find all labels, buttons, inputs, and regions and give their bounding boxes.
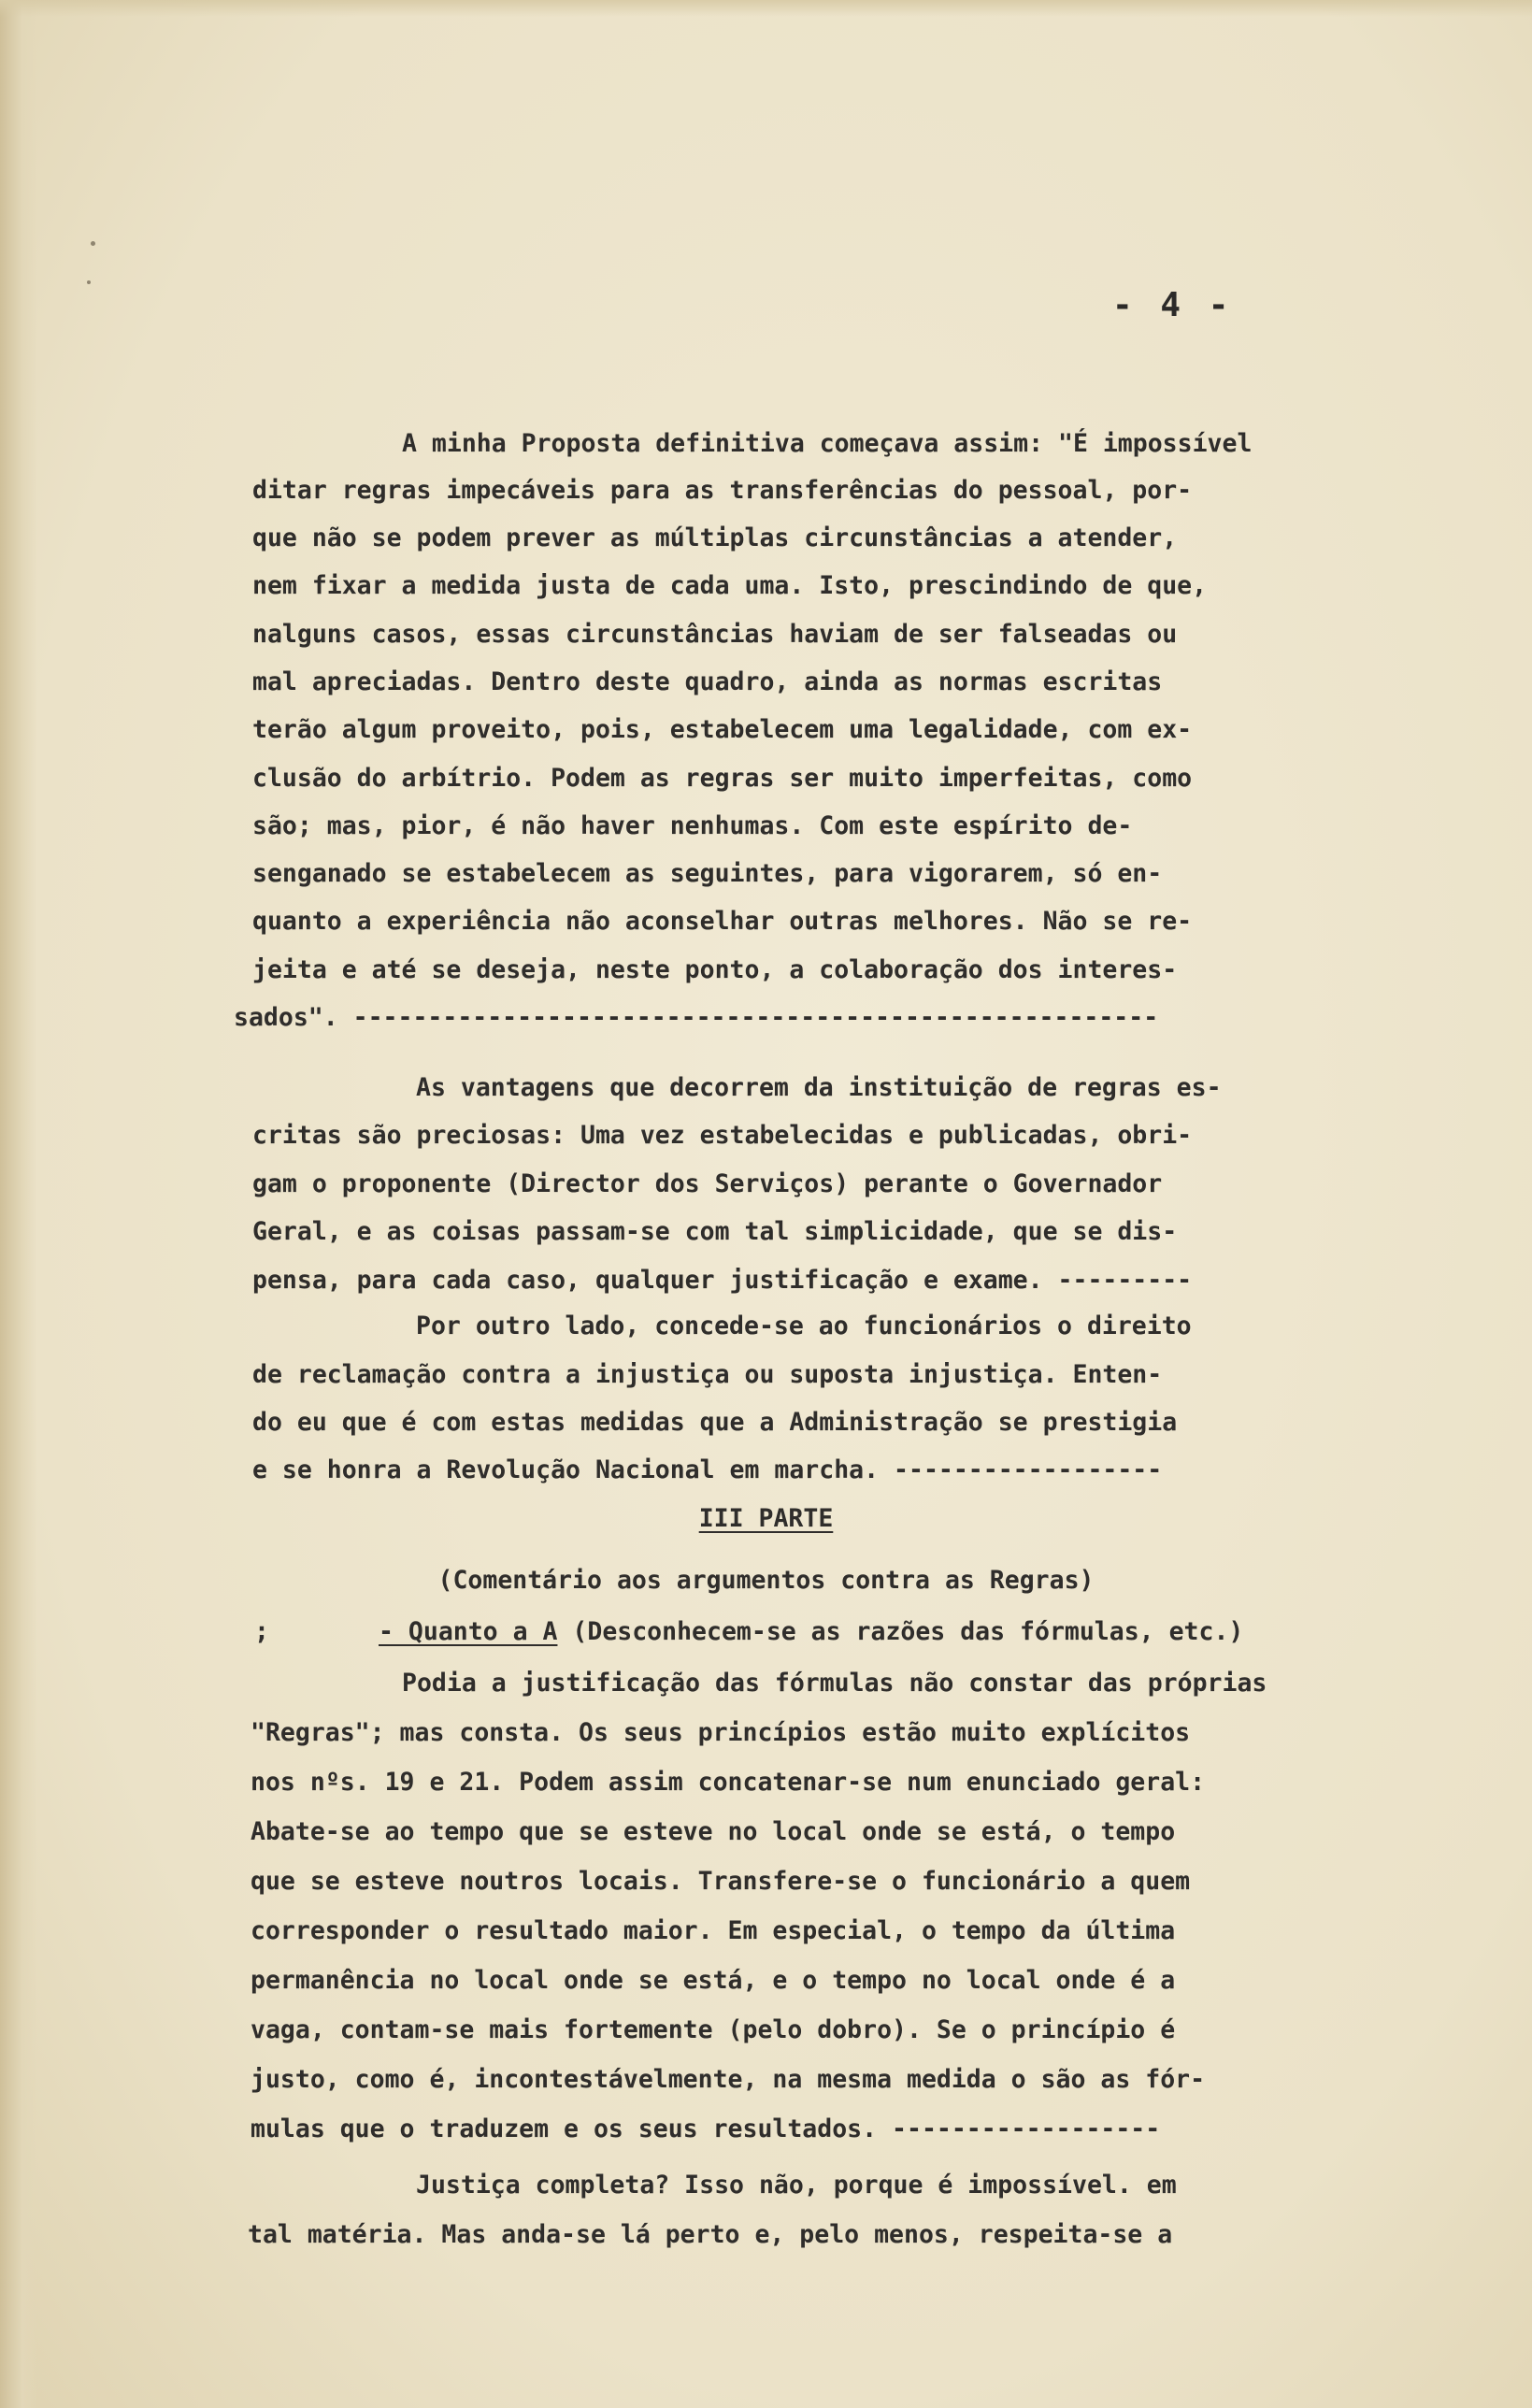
item-marker: ; bbox=[254, 1617, 269, 1646]
paragraph-4-line: mulas que o traduzem e os seus resultados. ------------------ bbox=[251, 2114, 1161, 2143]
paragraph-4-line: corresponder o resultado maior. Em especial, o tempo da última bbox=[251, 1916, 1176, 1945]
paragraph-1-line: ditar regras impecáveis para as transferências do pessoal, por- bbox=[252, 476, 1193, 505]
paragraph-4-line: "Regras"; mas consta. Os seus princípios estão muito explícitos bbox=[251, 1718, 1191, 1747]
paragraph-4-line: Abate-se ao tempo que se esteve no local onde se está, o tempo bbox=[251, 1817, 1176, 1846]
section-subtitle: (Comentário aos argumentos contra as Regras) bbox=[437, 1566, 1095, 1595]
item-heading-rest: (Desconhecem-se as razões das fórmulas, etc.) bbox=[557, 1617, 1244, 1646]
page-number: - 4 - bbox=[1112, 286, 1233, 324]
paragraph-1-line: terão algum proveito, pois, estabelecem uma legalidade, com ex- bbox=[252, 715, 1193, 744]
section-title: III PARTE bbox=[698, 1504, 834, 1533]
paragraph-1-line: são; mas, pior, é não haver nenhumas. Com este espírito de- bbox=[252, 811, 1133, 840]
paragraph-3-line: Por outro lado, concede-se ao funcionários o direito bbox=[416, 1312, 1192, 1340]
paragraph-3-line: e se honra a Revolução Nacional em marcha. ------------------ bbox=[252, 1455, 1163, 1484]
paragraph-1-line: mal apreciadas. Dentro deste quadro, ainda as normas escritas bbox=[252, 667, 1163, 696]
paragraph-2-line: pensa, para cada caso, qualquer justificação e exame. --------- bbox=[252, 1266, 1193, 1295]
paragraph-2-line: As vantagens que decorrem da instituição de regras es- bbox=[416, 1073, 1222, 1102]
paragraph-3-line: do eu que é com estas medidas que a Administração se prestigia bbox=[252, 1408, 1178, 1437]
item-heading bbox=[379, 1617, 1244, 1646]
paper-top-edge bbox=[0, 0, 1532, 17]
paragraph-1-line: sados". ------------------------------------------------------ bbox=[234, 1003, 1159, 1032]
paragraph-1-line: quanto a experiência não aconselhar outras melhores. Não se re- bbox=[252, 907, 1193, 936]
paragraph-5-line: Justiça completa? Isso não, porque é impossível. em bbox=[416, 2171, 1177, 2200]
paragraph-2-line: critas são preciosas: Uma vez estabelecidas e publicadas, obri- bbox=[252, 1121, 1193, 1150]
paper-binding-edge bbox=[0, 0, 37, 2408]
paragraph-4-line: nos nºs. 19 e 21. Podem assim concatenar-se num enunciado geral: bbox=[251, 1768, 1206, 1797]
paragraph-1-line: nalguns casos, essas circunstâncias haviam de ser falseadas ou bbox=[252, 620, 1178, 649]
paragraph-1-line: que não se podem prever as múltiplas circunstâncias a atender, bbox=[252, 523, 1178, 552]
paragraph-1-line: clusão do arbítrio. Podem as regras ser muito imperfeitas, como bbox=[252, 764, 1193, 793]
paragraph-1-line: A minha Proposta definitiva começava assim: "É impossível bbox=[402, 429, 1253, 458]
paragraph-4-line: Podia a justificação das fórmulas não constar das próprias bbox=[402, 1669, 1267, 1698]
item-heading-underlined: - Quanto a A bbox=[379, 1617, 558, 1646]
paragraph-5-line: tal matéria. Mas anda-se lá perto e, pelo menos, respeita-se a bbox=[248, 2220, 1173, 2249]
paragraph-4-line: que se esteve noutros locais. Transfere-se o funcionário a quem bbox=[251, 1867, 1191, 1896]
ink-speck bbox=[87, 280, 91, 284]
paragraph-4-line: vaga, contam-se mais fortemente (pelo dobro). Se o princípio é bbox=[251, 2015, 1176, 2044]
paragraph-3-line: de reclamação contra a injustiça ou suposta injustiça. Enten- bbox=[252, 1360, 1163, 1389]
paragraph-1-line: nem fixar a medida justa de cada uma. Isto, prescindindo de que, bbox=[252, 571, 1208, 600]
paragraph-1-line: senganado se estabelecem as seguintes, para vigorarem, só en- bbox=[252, 859, 1163, 888]
paragraph-2-line: gam o proponente (Director dos Serviços) perante o Governador bbox=[252, 1169, 1163, 1198]
paragraph-4-line: permanência no local onde se está, e o tempo no local onde é a bbox=[251, 1966, 1176, 1995]
paragraph-2-line: Geral, e as coisas passam-se com tal simplicidade, que se dis- bbox=[252, 1217, 1178, 1246]
ink-speck bbox=[91, 241, 95, 246]
paragraph-1-line: jeita e até se deseja, neste ponto, a colaboração dos interes- bbox=[252, 955, 1178, 984]
paragraph-4-line: justo, como é, incontestávelmente, na mesma medida o são as fór- bbox=[251, 2065, 1206, 2094]
